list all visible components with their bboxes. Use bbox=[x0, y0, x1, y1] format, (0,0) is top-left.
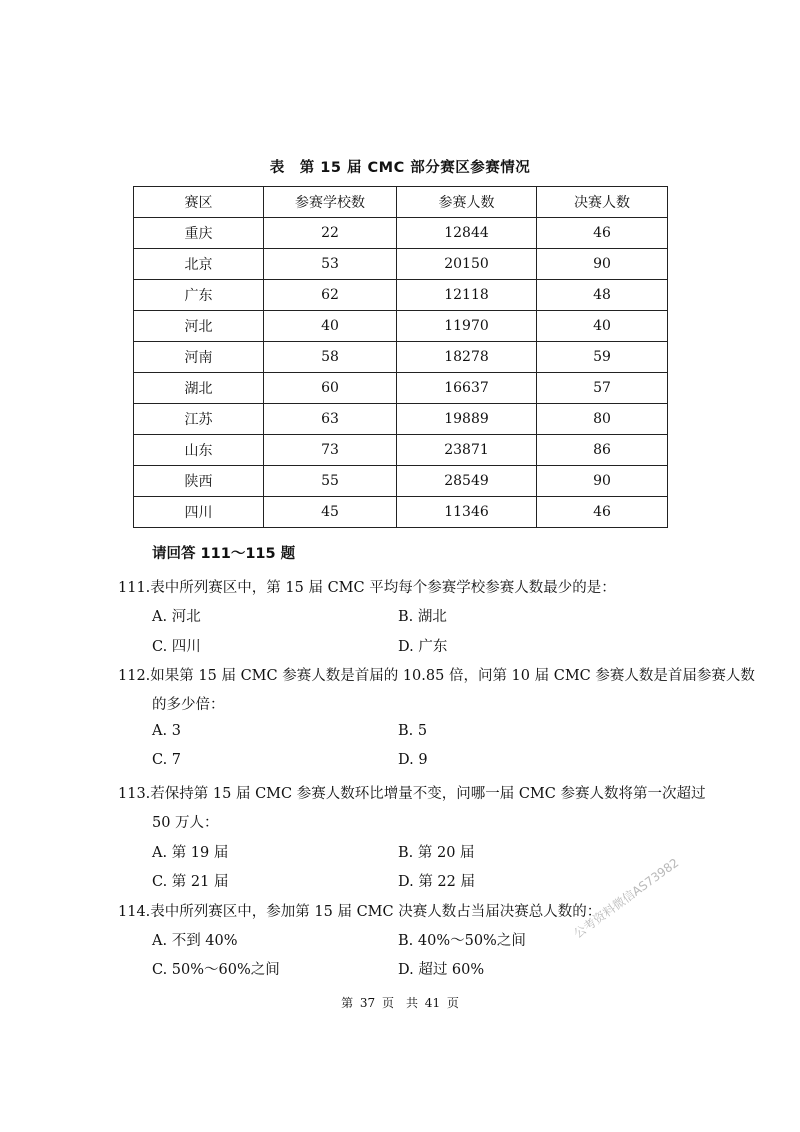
cell-region: 重庆 bbox=[134, 218, 264, 249]
question-113-line-2: 50 万人： bbox=[152, 815, 219, 831]
cell-schools: 40 bbox=[264, 311, 397, 342]
question-text: 表中所列赛区中，第 15 届 CMC 平均每个参赛学校参赛人数最少的是： bbox=[150, 580, 616, 596]
option-b: B. 湖北 bbox=[398, 609, 447, 625]
table-header-row bbox=[134, 187, 668, 218]
cell-schools: 45 bbox=[264, 497, 397, 528]
header-schools: 参赛学校数 bbox=[264, 187, 397, 218]
cell-finalists: 90 bbox=[537, 466, 668, 497]
cell-schools: 63 bbox=[264, 404, 397, 435]
table-row bbox=[134, 466, 668, 497]
table-row bbox=[134, 311, 668, 342]
cell-schools: 53 bbox=[264, 249, 397, 280]
cell-finalists: 46 bbox=[537, 218, 668, 249]
cell-finalists: 40 bbox=[537, 311, 668, 342]
cell-schools: 62 bbox=[264, 280, 397, 311]
question-111-line-1 bbox=[118, 576, 616, 597]
cell-schools: 60 bbox=[264, 373, 397, 404]
cell-participants: 11346 bbox=[397, 497, 537, 528]
option-b: B. 40%～50%之间 bbox=[398, 933, 526, 949]
option-d: D. 第 22 届 bbox=[398, 874, 475, 890]
question-number: 112. bbox=[118, 668, 151, 684]
cell-region: 北京 bbox=[134, 249, 264, 280]
option-a: A. 第 19 届 bbox=[152, 845, 229, 861]
table-row bbox=[134, 497, 668, 528]
cell-schools: 73 bbox=[264, 435, 397, 466]
question-text: 如果第 15 届 CMC 参赛人数是首届的 10.85 倍，问第 10 届 CMC 参赛人数是首届参赛人数 bbox=[150, 668, 755, 684]
cell-participants: 16637 bbox=[397, 373, 537, 404]
table-row bbox=[134, 404, 668, 435]
option-d: D. 9 bbox=[398, 752, 428, 768]
watermark: 公考资料微信AS73982 bbox=[571, 855, 682, 941]
option-d: D. 超过 60% bbox=[398, 962, 485, 978]
option-a: A. 3 bbox=[152, 723, 181, 739]
question-114-line-1 bbox=[118, 900, 601, 921]
cell-schools: 22 bbox=[264, 218, 397, 249]
cell-participants: 20150 bbox=[397, 249, 537, 280]
cell-schools: 58 bbox=[264, 342, 397, 373]
table-row bbox=[134, 249, 668, 280]
cell-region: 河南 bbox=[134, 342, 264, 373]
question-112-line-1 bbox=[118, 664, 755, 685]
question-number: 111. bbox=[118, 580, 151, 596]
table-caption: 表 第 15 届 CMC 部分赛区参赛情况 bbox=[269, 160, 531, 176]
option-a: A. 河北 bbox=[152, 609, 201, 625]
cell-participants: 12118 bbox=[397, 280, 537, 311]
cell-finalists: 59 bbox=[537, 342, 668, 373]
cell-region: 四川 bbox=[134, 497, 264, 528]
question-text: 若保持第 15 届 CMC 参赛人数环比增量不变，问哪一届 CMC 参赛人数将第一次超过 bbox=[150, 786, 706, 802]
data-table bbox=[133, 186, 668, 528]
cell-region: 湖北 bbox=[134, 373, 264, 404]
cell-schools: 55 bbox=[264, 466, 397, 497]
cell-finalists: 46 bbox=[537, 497, 668, 528]
question-number: 114. bbox=[118, 904, 151, 920]
header-finalists: 决赛人数 bbox=[537, 187, 668, 218]
question-112-line-2: 的多少倍： bbox=[152, 697, 225, 713]
cell-participants: 12844 bbox=[397, 218, 537, 249]
cell-finalists: 48 bbox=[537, 280, 668, 311]
option-c: C. 第 21 届 bbox=[152, 874, 229, 890]
cell-participants: 23871 bbox=[397, 435, 537, 466]
question-text: 表中所列赛区中，参加第 15 届 CMC 决赛人数占当届决赛总人数的： bbox=[150, 904, 602, 920]
cell-region: 江苏 bbox=[134, 404, 264, 435]
option-a: A. 不到 40% bbox=[152, 933, 238, 949]
header-region: 赛区 bbox=[134, 187, 264, 218]
question-number: 113. bbox=[118, 786, 151, 802]
cell-finalists: 86 bbox=[537, 435, 668, 466]
cell-region: 广东 bbox=[134, 280, 264, 311]
table-row bbox=[134, 435, 668, 466]
header-participants: 参赛人数 bbox=[397, 187, 537, 218]
cell-region: 山东 bbox=[134, 435, 264, 466]
option-c: C. 四川 bbox=[152, 639, 201, 655]
table-row bbox=[134, 342, 668, 373]
questions-intro: 请回答 111～115 题 bbox=[152, 546, 296, 562]
cell-region: 河北 bbox=[134, 311, 264, 342]
option-c: C. 7 bbox=[152, 752, 182, 768]
cell-participants: 19889 bbox=[397, 404, 537, 435]
cell-participants: 18278 bbox=[397, 342, 537, 373]
page-footer: 第 37 页 共 41 页 bbox=[341, 996, 459, 1010]
option-b: B. 5 bbox=[398, 723, 428, 739]
cell-finalists: 57 bbox=[537, 373, 668, 404]
cell-region: 陕西 bbox=[134, 466, 264, 497]
cell-finalists: 90 bbox=[537, 249, 668, 280]
table-row bbox=[134, 218, 668, 249]
option-c: C. 50%～60%之间 bbox=[152, 962, 280, 978]
cell-participants: 28549 bbox=[397, 466, 537, 497]
cell-finalists: 80 bbox=[537, 404, 668, 435]
question-113-line-1 bbox=[118, 782, 705, 803]
option-b: B. 第 20 届 bbox=[398, 845, 475, 861]
table-row bbox=[134, 373, 668, 404]
option-d: D. 广东 bbox=[398, 639, 448, 655]
table-row bbox=[134, 280, 668, 311]
cell-participants: 11970 bbox=[397, 311, 537, 342]
